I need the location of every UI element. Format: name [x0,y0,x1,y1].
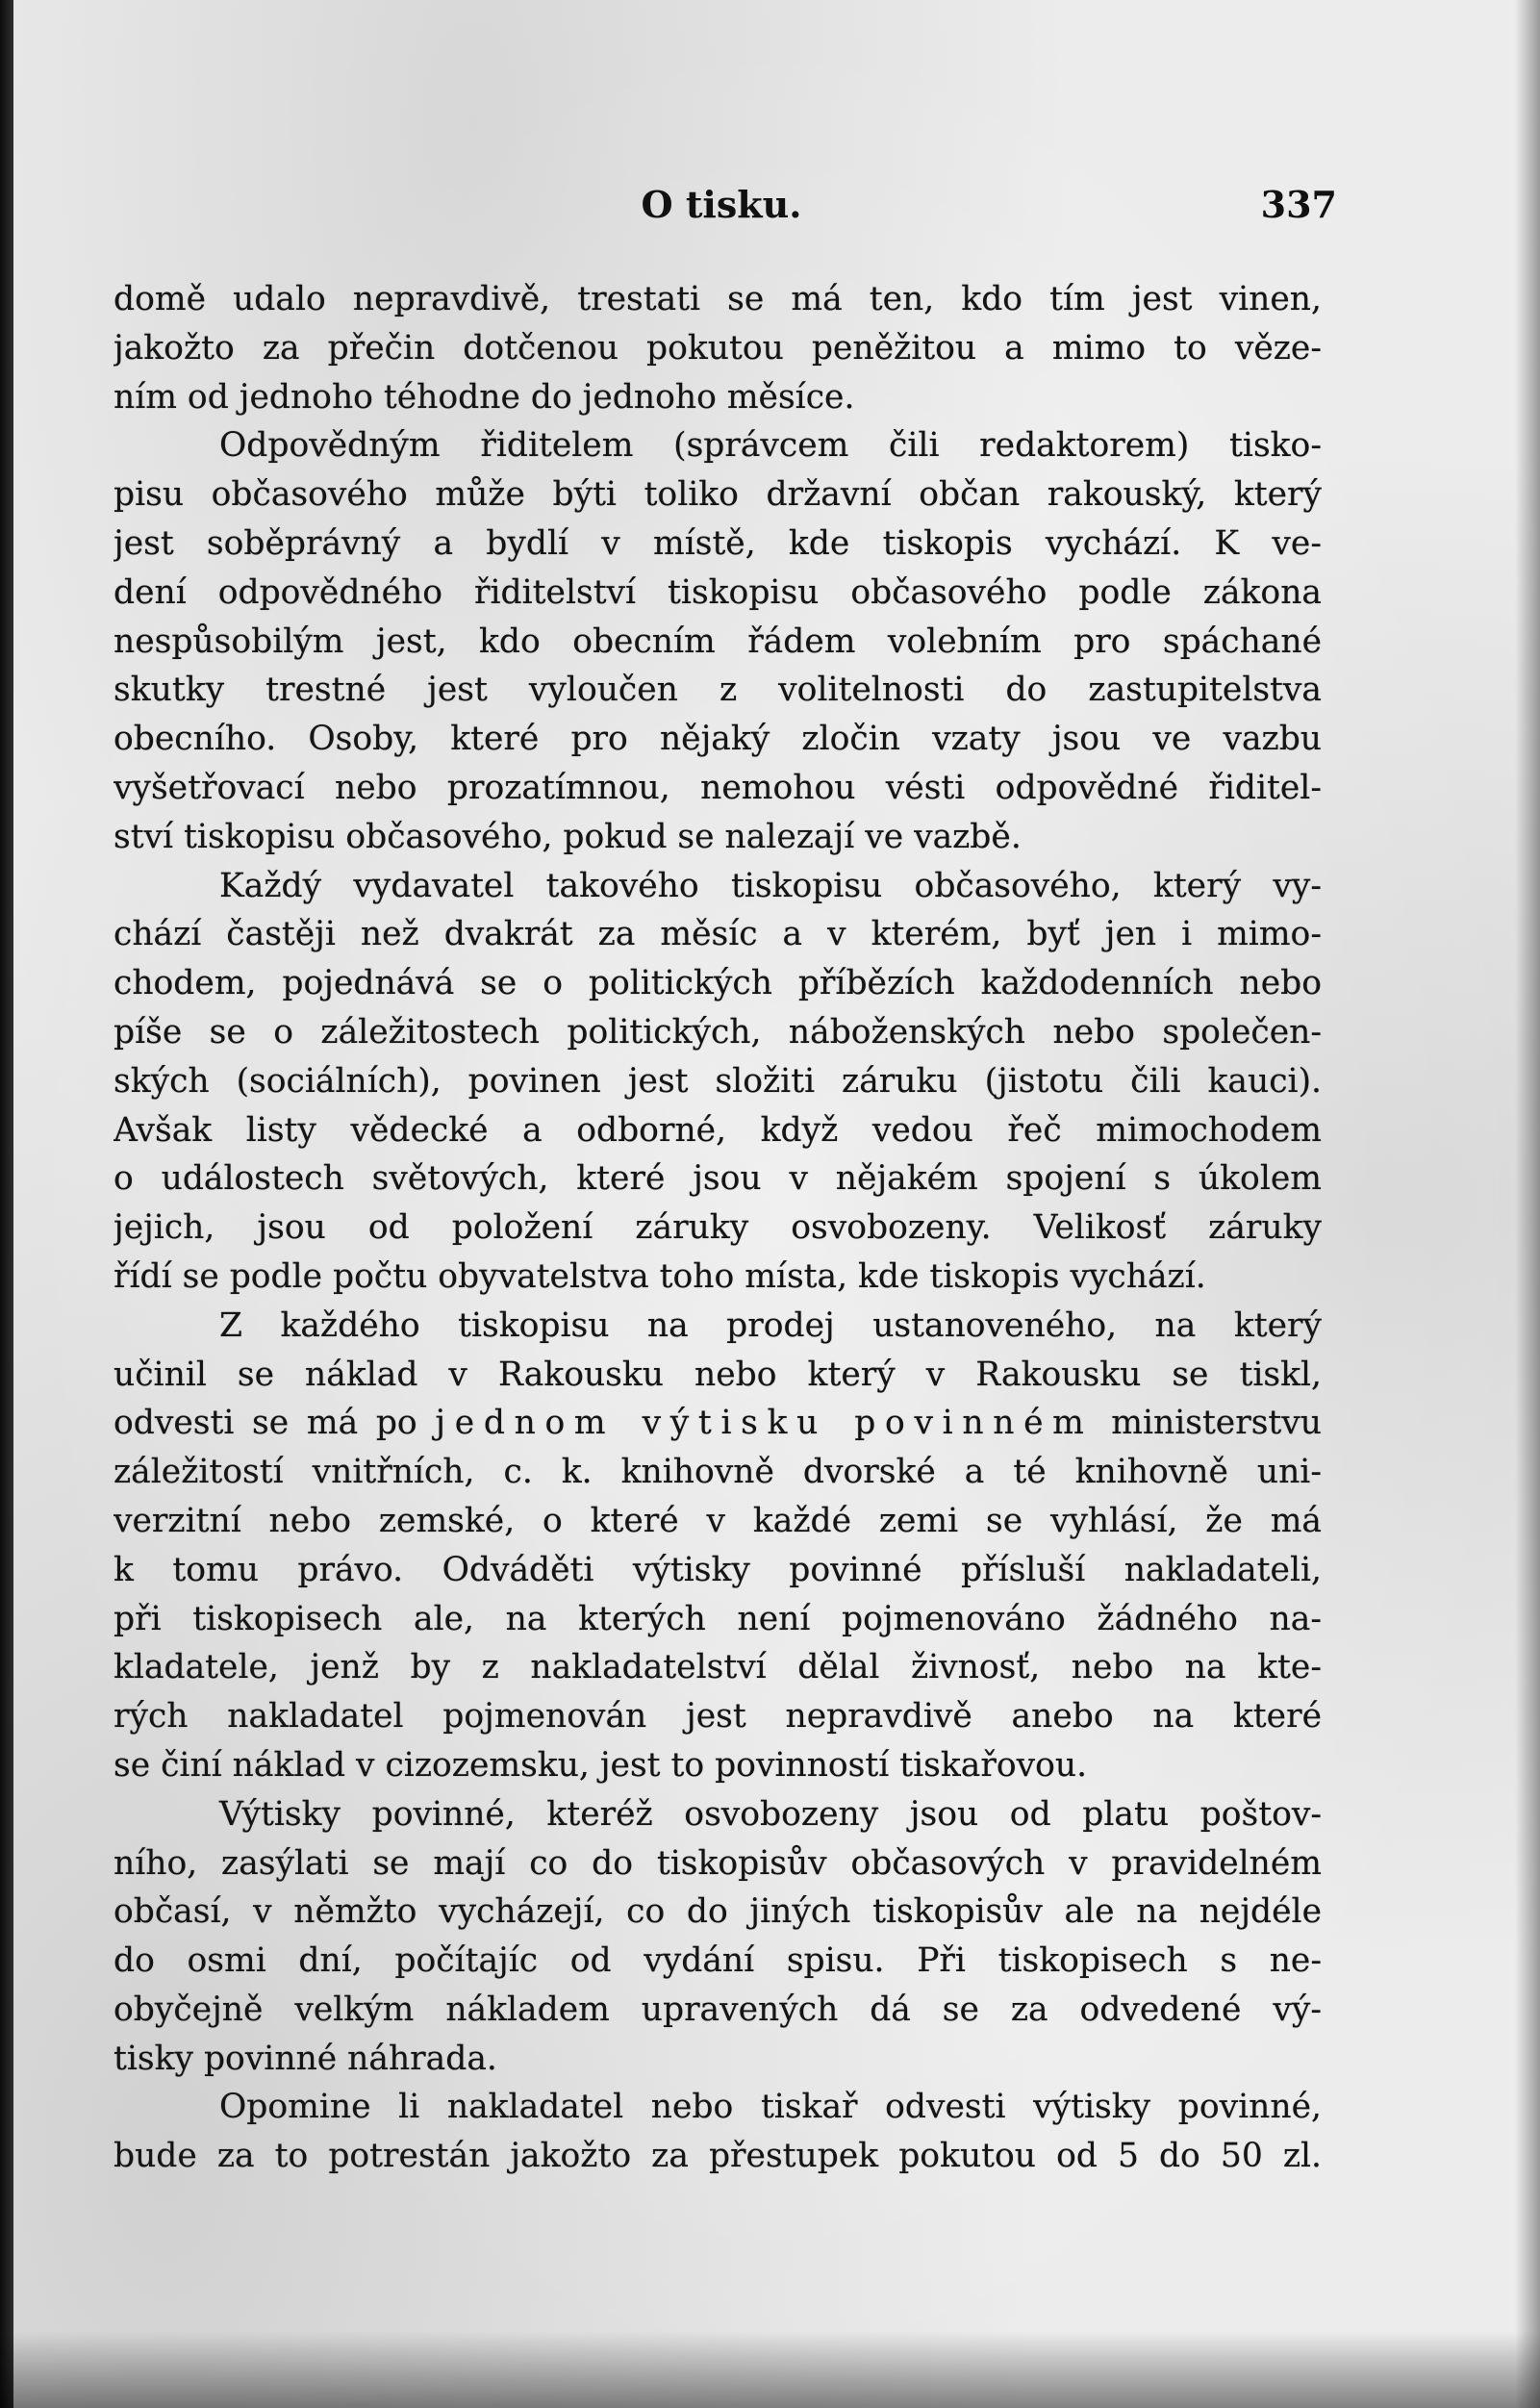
text-line: Výtisky povinné, kteréž osvobozeny jsou od platu poštov- [219,1794,1322,1834]
text-line: ního, zasýlati se mají co do tiskopisův občasových v pravidelném [114,1843,1322,1883]
text-line-part: ním od jednoho téhodne do jednoho měsíce. [114,377,855,417]
text-line: pisu občasového může býti toliko državní občan rakouský, který [114,475,1322,515]
text-line: o událostech světových, které jsou v nějakém spojení s úkolem [114,1159,1322,1199]
text-line: se činí náklad v cizozemsku, jest to povinností tiskařovou. [114,1745,1088,1785]
text-line: píše se o záležitostech politických, náboženských nebo společen- [114,1012,1322,1052]
body-text [114,275,1322,2181]
text-line: do osmi dní, počítajíc od vydání spisu. Při tiskopisech s ne- [114,1941,1322,1981]
page-edge-shadow [1515,0,1540,2408]
text-line: skutky trestné jest vyloučen z volitelnosti do zastupitelstva [114,671,1322,710]
text-line: obyčejně velkým nákladem upravených dá se za odvedené vý- [114,1990,1322,2029]
text-line [114,373,1322,422]
page-header [106,183,1337,241]
text-line: při tiskopisech ale, na kterých není pojmenováno žádného na- [114,1599,1322,1638]
text-line: Avšak listy vědecké a odborné, když vedou řeč mimochodem [114,1110,1322,1150]
text-line [114,324,1322,373]
text-line: učinil se náklad v Rakousku nebo který v Rakousku se tiskl, [114,1355,1322,1394]
book-page [13,0,1540,2408]
book-spine-shadow [0,0,13,2408]
text-line-part: ministerstvu [1093,1404,1322,1443]
text-line: tisky povinné náhrada. [114,2039,497,2078]
text-line: občasí, v němžto vycházejí, co do jiných tiskopisův ale na nejdéle [114,1892,1322,1932]
text-line: záležitostí vnitřních, c. k. knihovně dvorské a té knihovně uni- [114,1453,1322,1492]
text-line: Odpovědným řiditelem (správcem čili redaktorem) tisko- [219,426,1322,466]
text-line: k tomu právo. Odváděti výtisky povinné přísluší nakladateli, [114,1550,1322,1589]
text-line: chodem, pojednává se o politických příbězích každodenních nebo [114,964,1322,1003]
text-line: obecního. Osoby, které pro nějaký zločin vzaty jsou ve vazbu [114,720,1322,759]
text-line: kladatele, jenž by z nakladatelství dělal živnosť, nebo na kte- [114,1648,1322,1687]
text-line: domě udalo nepravdivě, trestati se má ten, kdo tím jest vinen, [114,280,1322,318]
page-bottom-shadow [0,2331,1540,2408]
text-line: dení odpovědného řiditelství tiskopisu občasového podle zákona [114,572,1322,612]
text-line: vyšetřovací nebo prozatímnou, nemohou vésti odpovědné řiditel- [114,768,1322,807]
text-line: chází častěji než dvakrát za měsíc a v kterém, byť jen i mimo- [114,915,1322,954]
text-line: ství tiskopisu občasového, pokud se nalezají ve vazbě. [114,817,1022,856]
text-line: verzitní nebo zemské, o které v každé zemi se vyhlásí, že má [114,1501,1322,1540]
text-line: Opomine li nakladatel nebo tiskař odvesti výtisky povinné, [219,2088,1322,2127]
page-number: 337 [1260,183,1337,226]
text-line: jest soběprávný a bydlí v místě, kde tiskopis vychází. K ve- [114,523,1322,563]
text-line: jejich, jsou od položení záruky osvobozeny. Velikosť záruky [114,1208,1322,1248]
text-line: Z každého tiskopisu na prodej ustanoveného, na který [219,1305,1322,1345]
running-title: O tisku. [641,183,802,226]
text-line-part: jakožto za přečin dotčenou pokutou peněžitou a mimo to věze- [114,328,1322,368]
text-line-part: odvesti se má po [114,1404,436,1443]
text-line: ských (sociálních), povinen jest složiti záruku (jistotu čili kauci). [114,1061,1322,1101]
text-line: nespůsobilým jest, kdo obecním řádem volebním pro spáchané [114,621,1322,661]
text-line: bude za to potrestán jakožto za přestupek pokutou od 5 do 50 zl. [114,2137,1322,2176]
text-line: Každý vydavatel takového tiskopisu občasového, který vy- [219,866,1322,905]
text-line: rých nakladatel pojmenován jest nepravdivě anebo na které [114,1697,1322,1736]
text-line [114,1399,1322,1448]
text-line: řídí se podle počtu obyvatelstva toho místa, kde tiskopis vychází. [114,1256,1206,1296]
emphasized-text: jednom výtisku povinném [435,1404,1094,1443]
